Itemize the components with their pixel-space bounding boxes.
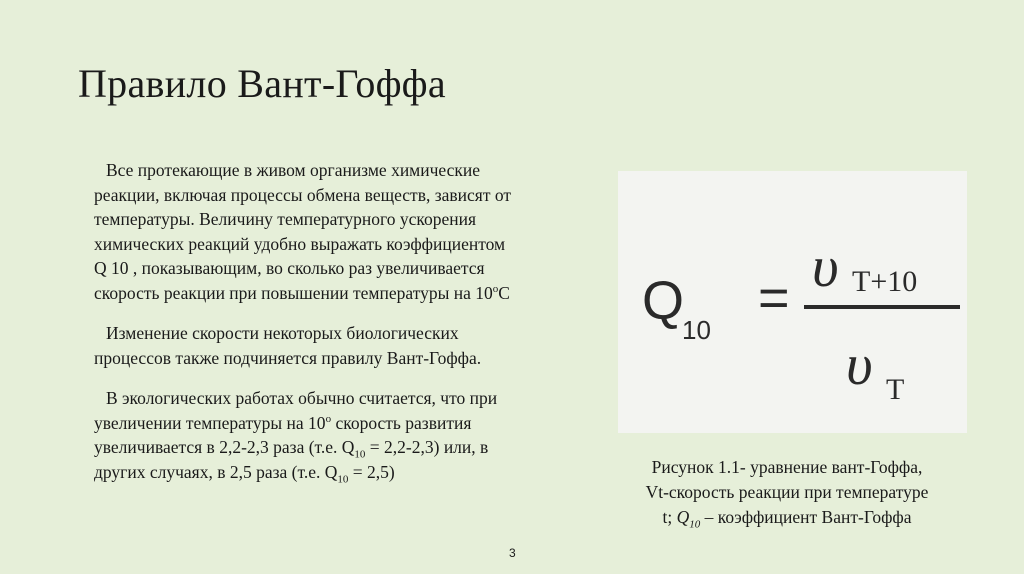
paragraph-1-line: Q 10 , показывающим, во сколько раз увеличивается <box>94 258 485 278</box>
caption-line3-a: t; <box>662 507 677 527</box>
paragraph-1 <box>82 158 582 305</box>
q10-subscript: 10 <box>337 473 349 485</box>
p3-line2-b: скорость развития <box>331 412 472 433</box>
celsius-unit: С <box>498 282 510 303</box>
caption-line <box>600 505 974 530</box>
p3-line3-a: увеличивается в 2,2-2,3 раза (т.е. Q <box>94 437 355 457</box>
paragraph-2-line: Изменение скорости некоторых биологических <box>106 323 459 343</box>
p3-line3-b: = 2,2-2,3) или, в <box>365 437 489 457</box>
p3-line2-a: увеличении температуры на 10 <box>94 412 326 433</box>
figure-caption <box>600 455 974 530</box>
formula-equals: = <box>758 268 790 328</box>
degree-symbol: о <box>492 282 499 295</box>
caption-line: Рисунок 1.1- уравнение вант-Гоффа, <box>651 457 923 477</box>
paragraph-2-line: процессов также подчиняется правилу Вант-Гоффа. <box>94 347 482 368</box>
paragraph-1-line: химических реакций удобно выражать коэффициентом <box>94 233 506 254</box>
formula-lhs: Q <box>642 271 685 331</box>
paragraph-3-line: В экологических работах обычно считается, что при <box>106 388 498 408</box>
formula-lhs-subscript: 10 <box>682 315 711 345</box>
formula-numerator-subscript: T+10 <box>852 265 918 298</box>
paragraph-2 <box>82 321 582 370</box>
p3-line4-b: = 2,5) <box>348 461 395 482</box>
paragraph-1-line: температуры. Величину температурного ускорения <box>94 209 477 229</box>
paragraph-1-line <box>82 281 582 306</box>
q10-subscript: 10 <box>354 448 366 461</box>
caption-q-subscript <box>689 519 700 531</box>
formula-numerator: υ <box>812 234 839 299</box>
paragraph-3-line <box>82 411 582 436</box>
paragraph-3-line <box>82 460 582 485</box>
paragraph-1-line: реакции, включая процессы обмена веществ, зависят от <box>94 184 512 205</box>
paragraph-3 <box>82 386 582 484</box>
paragraph-3-line <box>82 435 582 460</box>
caption-q-subscript-text: 10 <box>689 518 701 531</box>
p3-line4-a: других случаях, в 2,5 раза (т.е. Q <box>94 461 338 482</box>
slide-title: Правило Вант-Гоффа <box>78 61 446 106</box>
formula-denominator: υ <box>846 332 873 397</box>
body-text <box>82 158 582 500</box>
degree-symbol: о <box>325 412 332 425</box>
page-number: 3 <box>509 546 516 560</box>
caption-q: Q <box>676 507 690 527</box>
formula-denominator-subscript: T <box>886 373 905 406</box>
paragraph-1-line-text: скорость реакции при повышении температуры на 10 <box>94 282 493 303</box>
caption-line3-b: – коэффициент Вант-Гоффа <box>700 507 912 527</box>
paragraph-1-line: Все протекающие в живом организме химические <box>106 160 481 180</box>
caption-line: Vt-скорость реакции при температуре <box>645 482 929 502</box>
formula-image <box>618 171 967 433</box>
formula-svg <box>618 171 967 433</box>
